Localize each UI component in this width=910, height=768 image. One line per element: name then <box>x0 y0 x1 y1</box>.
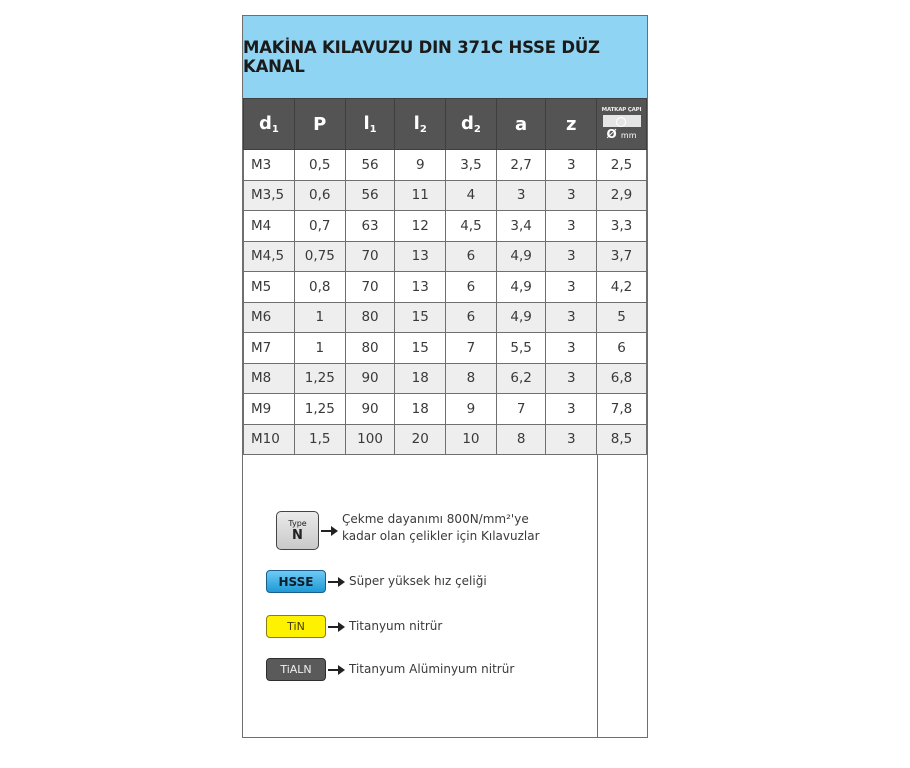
table-cell: 5 <box>597 302 647 333</box>
table-cell: 0,75 <box>294 241 345 272</box>
table-cell: 3,7 <box>597 241 647 272</box>
table-cell: 2,9 <box>597 180 647 211</box>
table-row <box>244 394 647 425</box>
table-cell: 63 <box>345 211 395 242</box>
table-cell: M7 <box>244 333 295 364</box>
table-cell: 6 <box>446 272 497 303</box>
table-cell: 2,5 <box>597 150 647 181</box>
legend-item-hsse: HSSE Süper yüksek hız çeliği <box>266 570 487 593</box>
table-cell: 7 <box>446 333 497 364</box>
arrow-right-icon <box>328 664 346 676</box>
table-cell: 7 <box>496 394 546 425</box>
tin-badge: TiN <box>266 615 326 638</box>
type-n-badge: Type N <box>276 511 319 550</box>
table-cell: 6 <box>597 333 647 364</box>
table-cell: 4,9 <box>496 241 546 272</box>
table-row <box>244 241 647 272</box>
header-drill-diameter: MATKAP ÇAPI Ø mm <box>597 99 647 150</box>
table-row <box>244 211 647 242</box>
table-cell: 20 <box>395 424 446 455</box>
table-cell: M3,5 <box>244 180 295 211</box>
table-cell: 3 <box>496 180 546 211</box>
table-cell: 12 <box>395 211 446 242</box>
table-row <box>244 180 647 211</box>
table-cell: 70 <box>345 241 395 272</box>
table-cell: 3 <box>546 272 597 303</box>
table-cell: 0,5 <box>294 150 345 181</box>
title-band <box>243 16 647 98</box>
table-cell: 15 <box>395 333 446 364</box>
legend-item-tin: TiN Titanyum nitrür <box>266 615 442 638</box>
table-cell: 90 <box>345 394 395 425</box>
table-cell: 3 <box>546 241 597 272</box>
table-cell: 9 <box>395 150 446 181</box>
table-cell: 10 <box>446 424 497 455</box>
table-cell: 6,8 <box>597 363 647 394</box>
table-cell: 11 <box>395 180 446 211</box>
table-cell: 1,5 <box>294 424 345 455</box>
table-cell: 4,5 <box>446 211 497 242</box>
column-divider <box>597 454 598 737</box>
arrow-right-icon <box>328 621 346 633</box>
table-cell: 4,9 <box>496 272 546 303</box>
table-cell: M4 <box>244 211 295 242</box>
table-cell: 8,5 <box>597 424 647 455</box>
tap-spec-sheet <box>242 15 648 738</box>
table-cell: 8 <box>496 424 546 455</box>
table-cell: M9 <box>244 394 295 425</box>
table-cell: 3 <box>546 150 597 181</box>
table-cell: M8 <box>244 363 295 394</box>
table-cell: 8 <box>446 363 497 394</box>
table-cell: 2,7 <box>496 150 546 181</box>
table-cell: 0,6 <box>294 180 345 211</box>
header-l1: $l_1$ <box>345 99 395 150</box>
table-cell: 3 <box>546 333 597 364</box>
table-cell: 0,7 <box>294 211 345 242</box>
table-cell: 3 <box>546 180 597 211</box>
table-cell: 90 <box>345 363 395 394</box>
table-cell: 3,3 <box>597 211 647 242</box>
tialn-badge: TiALN <box>266 658 326 681</box>
hsse-badge: HSSE <box>266 570 326 593</box>
table-cell: 7,8 <box>597 394 647 425</box>
header-a: a <box>496 99 546 150</box>
table-row <box>244 333 647 364</box>
table-cell: 80 <box>345 333 395 364</box>
legend-item-type-n: Type N Çekme dayanımı 800N/mm²'ye kadar olan çelikler için Kılavuzlar <box>276 511 540 550</box>
table-cell: M10 <box>244 424 295 455</box>
table-cell: 6 <box>446 241 497 272</box>
arrow-right-icon <box>321 525 339 537</box>
legend-area <box>243 454 647 737</box>
table-cell: 6 <box>446 302 497 333</box>
header-l2: $l_2$ <box>395 99 446 150</box>
table-cell: 70 <box>345 272 395 303</box>
table-cell: 0,8 <box>294 272 345 303</box>
table-cell: 3 <box>546 394 597 425</box>
table-cell: 80 <box>345 302 395 333</box>
table-cell: 3 <box>546 211 597 242</box>
header-z: z <box>546 99 597 150</box>
drill-bit-icon <box>603 115 641 127</box>
table-cell: 3,5 <box>446 150 497 181</box>
table-cell: 1,25 <box>294 363 345 394</box>
header-d1: $d_1$ <box>244 99 295 150</box>
table-cell: M5 <box>244 272 295 303</box>
table-cell: 9 <box>446 394 497 425</box>
table-cell: 3 <box>546 302 597 333</box>
table-row <box>244 424 647 455</box>
table-cell: 1 <box>294 333 345 364</box>
table-cell: 100 <box>345 424 395 455</box>
table-cell: 4 <box>446 180 497 211</box>
table-row <box>244 302 647 333</box>
legend-item-tialn: TiALN Titanyum Alüminyum nitrür <box>266 658 514 681</box>
spec-table <box>243 98 647 455</box>
table-cell: 1,25 <box>294 394 345 425</box>
table-cell: 4,2 <box>597 272 647 303</box>
table-cell: 15 <box>395 302 446 333</box>
table-cell: 18 <box>395 363 446 394</box>
header-row <box>244 99 647 150</box>
table-cell: M6 <box>244 302 295 333</box>
table-cell: M3 <box>244 150 295 181</box>
table-cell: 13 <box>395 241 446 272</box>
table-cell: 18 <box>395 394 446 425</box>
header-p: P <box>294 99 345 150</box>
arrow-right-icon <box>328 576 346 588</box>
table-cell: 3 <box>546 424 597 455</box>
table-row <box>244 272 647 303</box>
table-cell: 6,2 <box>496 363 546 394</box>
sheet-title: MAKİNA KILAVUZU DIN 371C HSSE DÜZ KANAL <box>243 38 600 76</box>
table-cell: 4,9 <box>496 302 546 333</box>
table-cell: M4,5 <box>244 241 295 272</box>
table-cell: 1 <box>294 302 345 333</box>
table-cell: 56 <box>345 150 395 181</box>
table-cell: 56 <box>345 180 395 211</box>
table-row <box>244 363 647 394</box>
table-cell: 3 <box>546 363 597 394</box>
table-cell: 3,4 <box>496 211 546 242</box>
table-cell: 13 <box>395 272 446 303</box>
table-row <box>244 150 647 181</box>
table-cell: 5,5 <box>496 333 546 364</box>
header-d2: $d_2$ <box>446 99 497 150</box>
